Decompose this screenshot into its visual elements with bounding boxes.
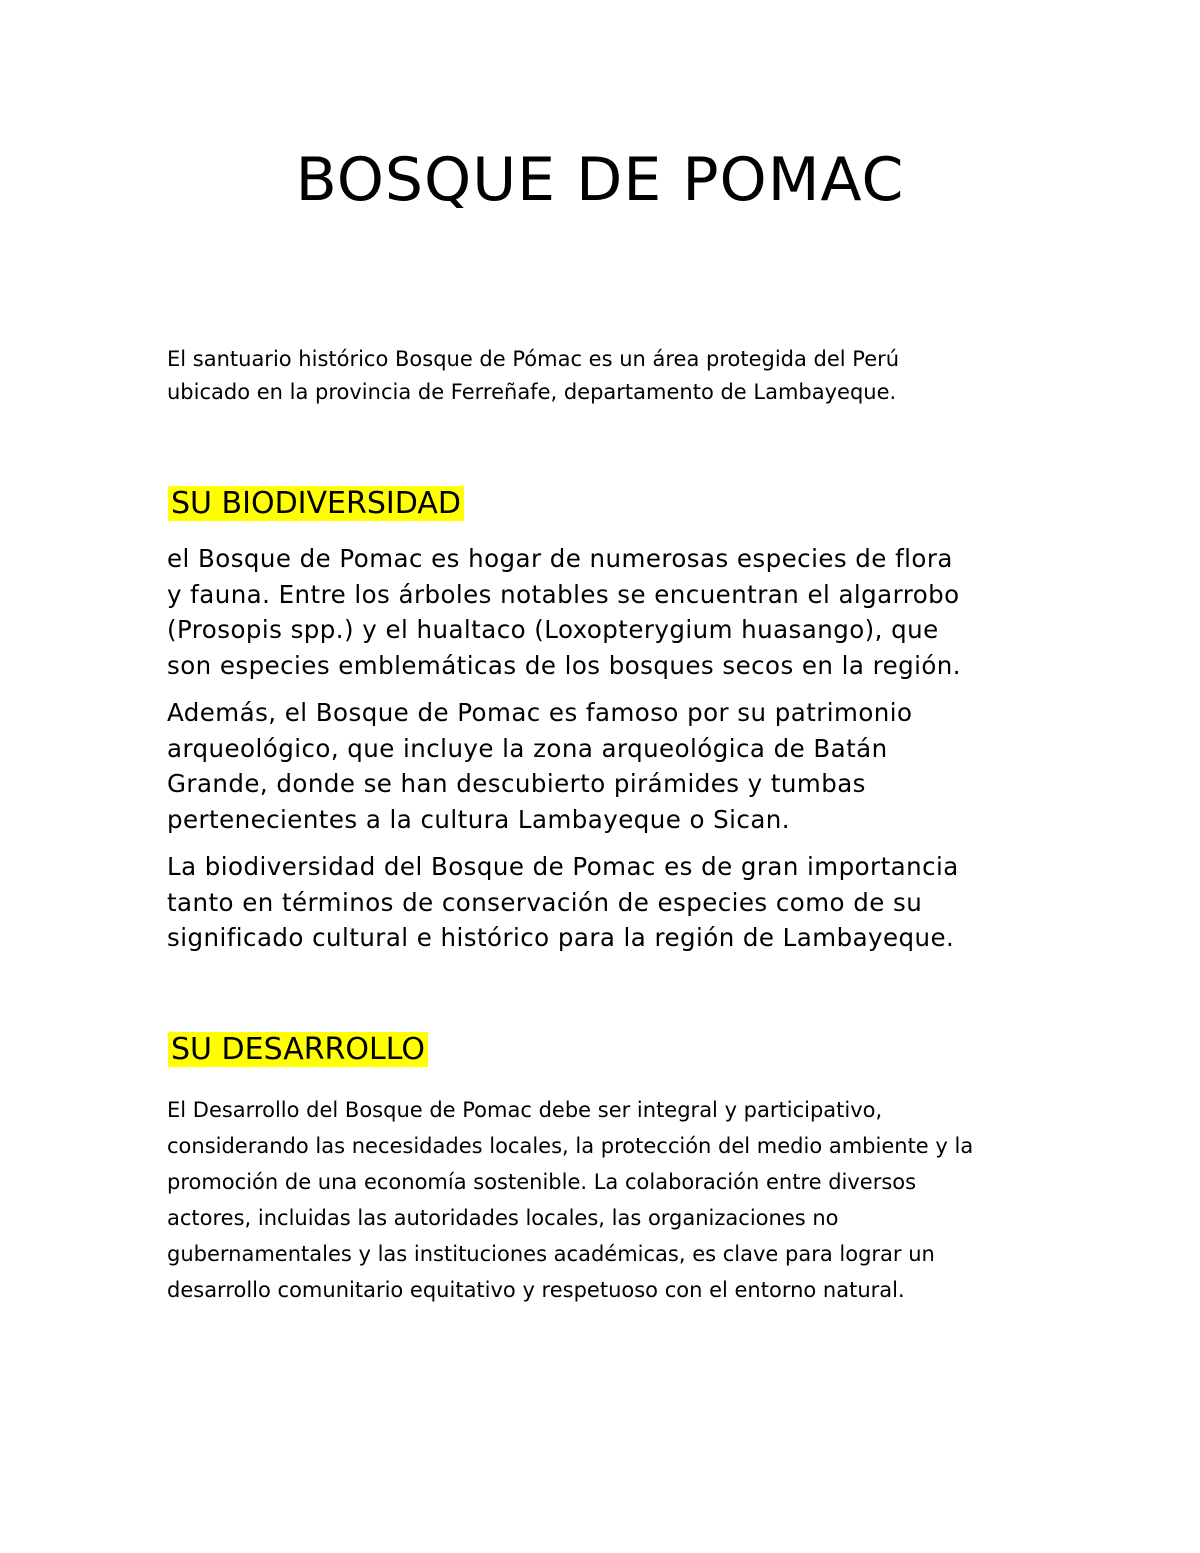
text-line: actores, incluidas las autoridades locales, las organizaciones no (167, 1206, 839, 1230)
text-line: La biodiversidad del Bosque de Pomac es de gran importancia (167, 852, 959, 881)
intro-paragraph (167, 343, 1067, 409)
text-line: significado cultural e histórico para la región de Lambayeque. (167, 923, 955, 952)
text-line: Además, el Bosque de Pomac es famoso por su patrimonio (167, 698, 913, 727)
biodiversidad-paragraph-1 (167, 541, 1067, 683)
text-line: El Desarrollo del Bosque de Pomac debe ser integral y participativo, (167, 1098, 883, 1122)
biodiversidad-paragraph-2 (167, 695, 1067, 837)
text-line: gubernamentales y las instituciones académicas, es clave para lograr un (167, 1242, 935, 1266)
text-line: son especies emblemáticas de los bosques secos en la región. (167, 650, 962, 680)
text-line: promoción de una economía sostenible. La colaboración entre diversos (167, 1170, 917, 1194)
section-heading-biodiversidad (165, 482, 467, 526)
text-line: y fauna. Entre los árboles notables se encuentran el algarrobo (167, 579, 960, 609)
text-line: tanto en términos de conservación de especies como de su (167, 887, 923, 917)
section-heading-desarrollo (165, 1028, 431, 1072)
text-line: el Bosque de Pomac es hogar de numerosas especies de flora (167, 544, 953, 573)
desarrollo-paragraph (167, 1092, 1067, 1308)
biodiversidad-paragraph-3 (167, 849, 1067, 956)
text-line: arqueológico, que incluye la zona arqueológica de Batán (167, 733, 888, 763)
text-line: Grande, donde se han descubierto pirámides y tumbas (167, 769, 866, 798)
intro-line: ubicado en la provincia de Ferreñafe, departamento de Lambayeque. (167, 380, 897, 404)
text-line: pertenecientes a la cultura Lambayeque o Sican. (167, 804, 791, 834)
biodiversidad-body (167, 541, 1067, 968)
text-line: desarrollo comunitario equitativo y respetuoso con el entorno natural. (167, 1278, 905, 1302)
highlighted-heading-text: SU DESARROLLO (168, 1032, 428, 1067)
document-title: BOSQUE DE POMAC (295, 145, 905, 215)
highlighted-heading-text: SU BIODIVERSIDAD (168, 486, 464, 521)
text-line: considerando las necesidades locales, la protección del medio ambiente y la (167, 1134, 974, 1158)
intro-line: El santuario histórico Bosque de Pómac es un área protegida del Perú (167, 347, 900, 371)
text-line: (Prosopis spp.) y el hualtaco (Loxopterygium huasango), que (167, 615, 939, 644)
